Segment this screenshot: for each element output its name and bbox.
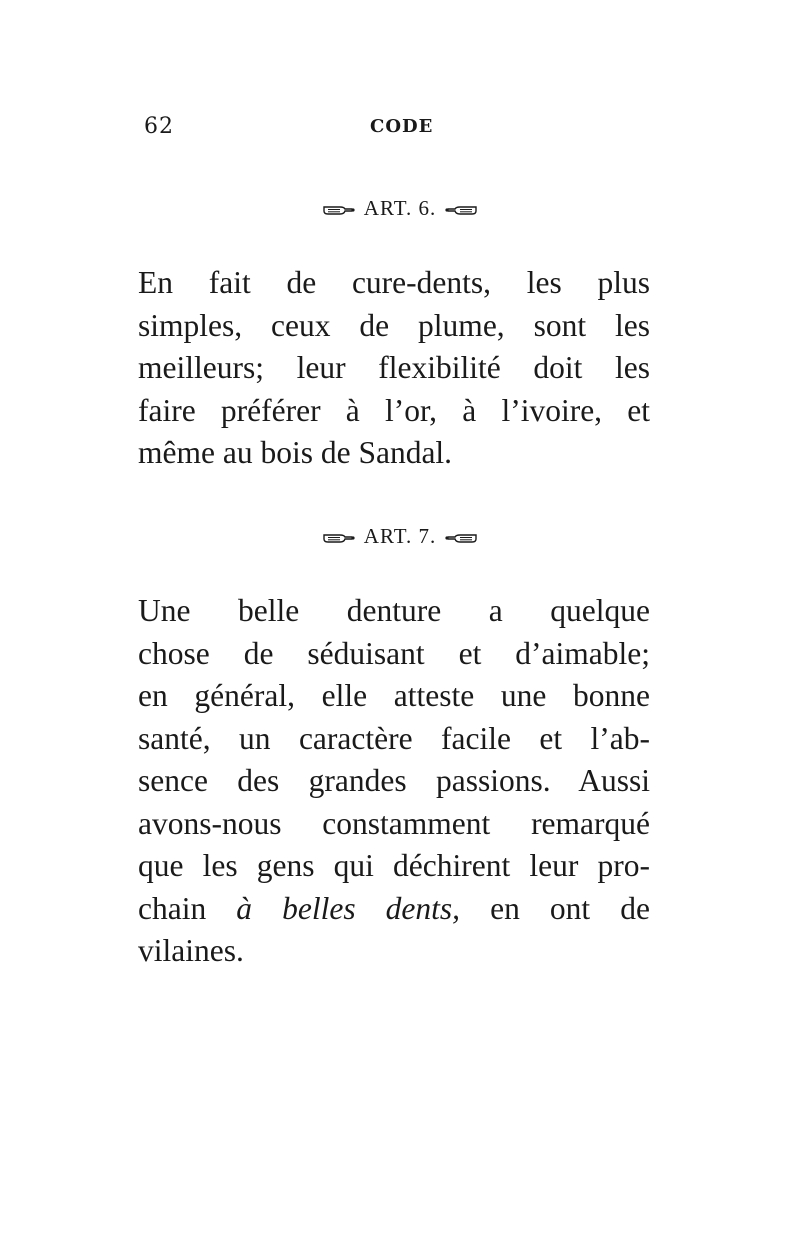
running-title: CODE — [370, 116, 434, 137]
article-7-paragraph — [138, 590, 650, 973]
pointing-hand-right-icon — [322, 198, 356, 223]
text-line: santé, un caractère facile et l’ab- — [138, 720, 650, 756]
pointing-hand-left-icon — [444, 198, 478, 223]
text-line: En fait de cure-dents, les plus — [138, 265, 650, 300]
running-head — [138, 114, 658, 144]
text-line: vilaines. — [138, 933, 244, 968]
pointing-hand-left-icon — [444, 526, 478, 551]
article-7-label: ART. 7. — [363, 524, 437, 548]
text-span: en ont de — [490, 890, 650, 926]
text-line: avons-nous constamment remarqué — [138, 805, 650, 841]
text-line: meilleurs; leur flexibilité doit les — [138, 350, 650, 385]
text-line: sence des grandes passions. Aussi — [138, 763, 650, 798]
text-line: simples, ceux de plume, sont les — [138, 307, 650, 343]
italic-phrase: à belles dents, — [236, 890, 461, 926]
pointing-hand-right-icon — [322, 526, 356, 551]
page-number: 62 — [144, 114, 174, 139]
text-line: Une belle denture a quelque — [138, 593, 650, 628]
text-line: que les gens qui déchirent leur pro- — [138, 848, 650, 883]
article-6-paragraph — [138, 262, 650, 475]
text-line: faire préférer à l’or, à l’ivoire, et — [138, 392, 650, 428]
article-7-heading — [0, 524, 800, 551]
text-line — [138, 888, 650, 931]
text-line: même au bois de Sandal. — [138, 435, 453, 470]
text-line: chose de séduisant et d’aimable; — [138, 635, 650, 671]
text-line: en général, elle atteste une bonne — [138, 678, 650, 713]
text-span: chain — [138, 890, 207, 926]
article-6-heading — [0, 196, 800, 223]
article-6-label: ART. 6. — [363, 196, 437, 220]
